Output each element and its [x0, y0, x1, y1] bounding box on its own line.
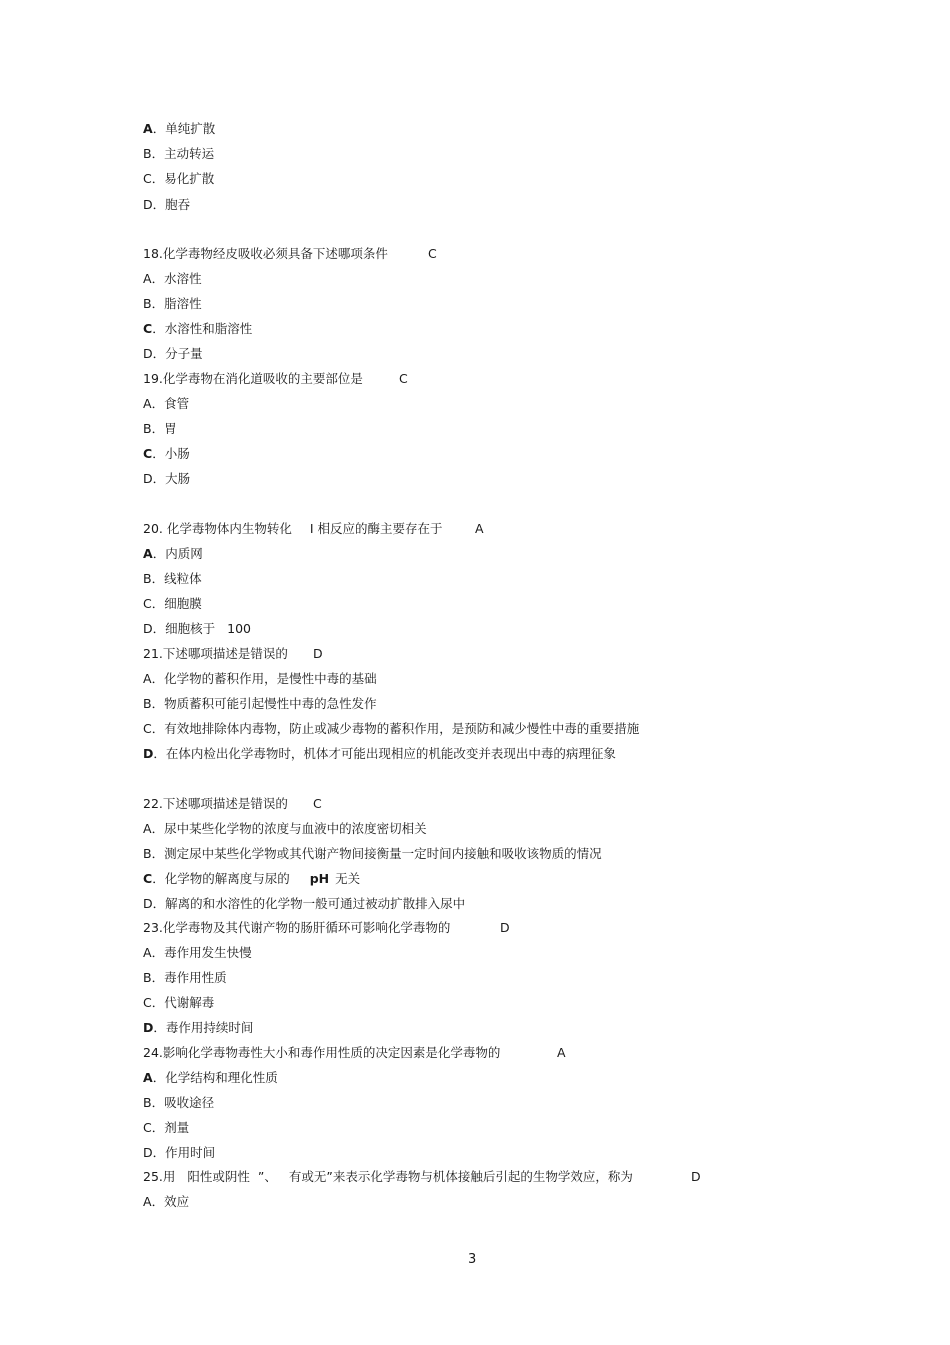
stem-part: 阳性或阴性 — [187, 1169, 250, 1184]
option-text: ．大肠 — [152, 471, 191, 486]
q18-stem: 18.化学毒物经皮吸收必须具备下述哪项条件 — [143, 246, 388, 261]
option-label: B — [143, 421, 152, 436]
option-label: D — [143, 621, 153, 636]
q25-option-a — [143, 1194, 189, 1210]
stem-part: 25.用 — [143, 1169, 176, 1184]
option-text: 无关 — [335, 871, 361, 886]
option-label: A — [143, 945, 152, 960]
option-label: A — [143, 1070, 153, 1085]
q21-option-b — [143, 696, 377, 712]
option-text: ．作用时间 — [152, 1145, 216, 1160]
option-text: ．尿中某些化学物的浓度与血液中的浓度密切相关 — [151, 821, 427, 836]
option-text: ．小肠 — [152, 446, 190, 461]
option-label: A — [143, 821, 152, 836]
option-text: ．代谢解毒 — [151, 995, 215, 1010]
q17-option-b — [143, 146, 214, 162]
option-text: ．细胞膜 — [151, 596, 202, 611]
option-text: ．物质蓄积可能引起慢性中毒的急性发作 — [151, 696, 377, 711]
option-label: B — [143, 970, 152, 985]
q18-option-b — [143, 296, 202, 312]
q18-option-d — [143, 346, 203, 362]
option-text: ．剂量 — [151, 1120, 190, 1135]
option-label: B — [143, 571, 152, 586]
option-label: C — [143, 995, 152, 1010]
q24-answer: A — [557, 1045, 566, 1060]
page-number: 3 — [468, 1252, 477, 1267]
option-label: B — [143, 1095, 152, 1110]
option-text: ．毒作用发生快慢 — [151, 945, 252, 960]
q24-option-c — [143, 1120, 189, 1136]
option-label: D — [143, 1020, 154, 1035]
stem-part: ”来表示化学毒物与机体接触后引起的生物学效应，称为 — [326, 1169, 633, 1184]
option-label: B — [143, 696, 152, 711]
option-label: B — [143, 146, 152, 161]
q21-option-d — [143, 746, 616, 762]
option-label: B — [143, 846, 152, 861]
q24-option-a — [143, 1070, 278, 1086]
q18-option-c — [143, 321, 252, 337]
option-label: C — [143, 721, 152, 736]
q23-stem: 23.化学毒物及其代谢产物的肠肝循环可影响化学毒物的 — [143, 920, 451, 935]
option-text: ．解离的和水溶性的化学物一般可通过被动扩散排入尿中 — [152, 896, 466, 911]
option-text: ．胞吞 — [152, 197, 191, 212]
option-text: ．吸收途径 — [151, 1095, 215, 1110]
q22-option-b — [143, 846, 602, 862]
q18-answer: C — [428, 246, 437, 261]
q24-option-b — [143, 1095, 214, 1111]
q23-option-d — [143, 1020, 253, 1036]
q20-option-b — [143, 571, 202, 587]
option-label: D — [143, 197, 153, 212]
option-text: ．化学物的蓄积作用，是慢性中毒的基础 — [151, 671, 377, 686]
option-text: ．水溶性 — [151, 271, 202, 286]
option-text: ．毒作用性质 — [151, 970, 227, 985]
q20-option-c — [143, 596, 202, 612]
option-label: A — [143, 121, 153, 136]
option-text: ．线粒体 — [151, 571, 202, 586]
option-text: ．脂溶性 — [151, 296, 202, 311]
option-text: ．毒作用持续时间 — [153, 1020, 254, 1035]
option-label: C — [143, 596, 152, 611]
q17-option-d — [143, 197, 190, 213]
q22-answer: C — [313, 796, 322, 811]
option-label: B — [143, 296, 152, 311]
option-label: D — [143, 1145, 153, 1160]
q20-option-a — [143, 546, 203, 562]
q20-option-d — [143, 621, 251, 637]
option-label: A — [143, 1194, 152, 1209]
q24-stem: 24.影响化学毒物毒性大小和毒作用性质的决定因素是化学毒物的 — [143, 1045, 501, 1060]
q25-answer: D — [691, 1169, 701, 1184]
q23-option-b — [143, 970, 227, 986]
option-label: D — [143, 471, 153, 486]
q19-option-a — [143, 396, 189, 412]
q22-option-d — [143, 896, 465, 912]
option-label: C — [143, 171, 152, 186]
q19-option-c — [143, 446, 190, 462]
q22-option-c — [143, 871, 360, 887]
option-label: D — [143, 346, 153, 361]
option-label: C — [143, 446, 153, 461]
q25-stem — [143, 1169, 633, 1185]
option-text: ．有效地排除体内毒物，防止或减少毒物的蓄积作用，是预防和减少慢性中毒的重要措施 — [151, 721, 640, 736]
option-text: ．单纯扩散 — [152, 121, 216, 136]
option-text: ．化学结构和理化性质 — [152, 1070, 278, 1085]
option-label: C — [143, 1120, 152, 1135]
q21-answer: D — [313, 646, 323, 661]
option-label: A — [143, 271, 152, 286]
option-text: ．效应 — [151, 1194, 190, 1209]
option-text: ．分子量 — [152, 346, 203, 361]
q19-option-d — [143, 471, 190, 487]
option-label: D — [143, 896, 153, 911]
q17-option-a — [143, 121, 215, 137]
q19-answer: C — [399, 371, 408, 386]
q20-stem — [143, 521, 443, 537]
option-label: C — [143, 871, 153, 886]
option-label: A — [143, 671, 152, 686]
option-label: D — [143, 746, 154, 761]
option-text: ．主动转运 — [151, 146, 215, 161]
option-label: A — [143, 546, 153, 561]
q22-option-a — [143, 821, 427, 837]
option-text: ．胃 — [151, 421, 177, 436]
stray-number: 100 — [227, 621, 252, 636]
option-text: ．测定尿中某些化学物或其代谢产物间接衡量一定时间内接触和吸收该物质的情况 — [151, 846, 602, 861]
q17-option-c — [143, 171, 214, 187]
q24-option-d — [143, 1145, 215, 1161]
stem-part: 20. 化学毒物体内生物转化 — [143, 521, 292, 536]
q23-option-c — [143, 995, 214, 1011]
q23-option-a — [143, 945, 252, 961]
stem-part: ”、 — [257, 1169, 277, 1184]
q22-stem: 22.下述哪项描述是错误的 — [143, 796, 288, 811]
q18-option-a — [143, 271, 202, 287]
option-text: ．化学物的解离度与尿的 — [152, 871, 290, 886]
option-text: ．食管 — [151, 396, 190, 411]
q21-stem: 21.下述哪项描述是错误的 — [143, 646, 288, 661]
q20-answer: A — [475, 521, 484, 536]
option-label: A — [143, 396, 152, 411]
stem-part: 有或无 — [288, 1169, 327, 1184]
stem-part: I 相反应的酶主要存在于 — [309, 521, 443, 536]
option-text: ．水溶性和脂溶性 — [152, 321, 253, 336]
q19-option-b — [143, 421, 177, 437]
option-text: ．细胞核于 — [152, 621, 216, 636]
q23-answer: D — [500, 920, 510, 935]
option-text: ．易化扩散 — [151, 171, 215, 186]
ph-term: pH — [309, 871, 330, 886]
q21-option-a — [143, 671, 377, 687]
option-label: C — [143, 321, 153, 336]
q19-stem: 19.化学毒物在消化道吸收的主要部位是 — [143, 371, 363, 386]
q21-option-c — [143, 721, 639, 737]
option-text: ．在体内检出化学毒物时，机体才可能出现相应的机能改变并表现出中毒的病理征象 — [153, 746, 616, 761]
option-text: ．内质网 — [152, 546, 203, 561]
